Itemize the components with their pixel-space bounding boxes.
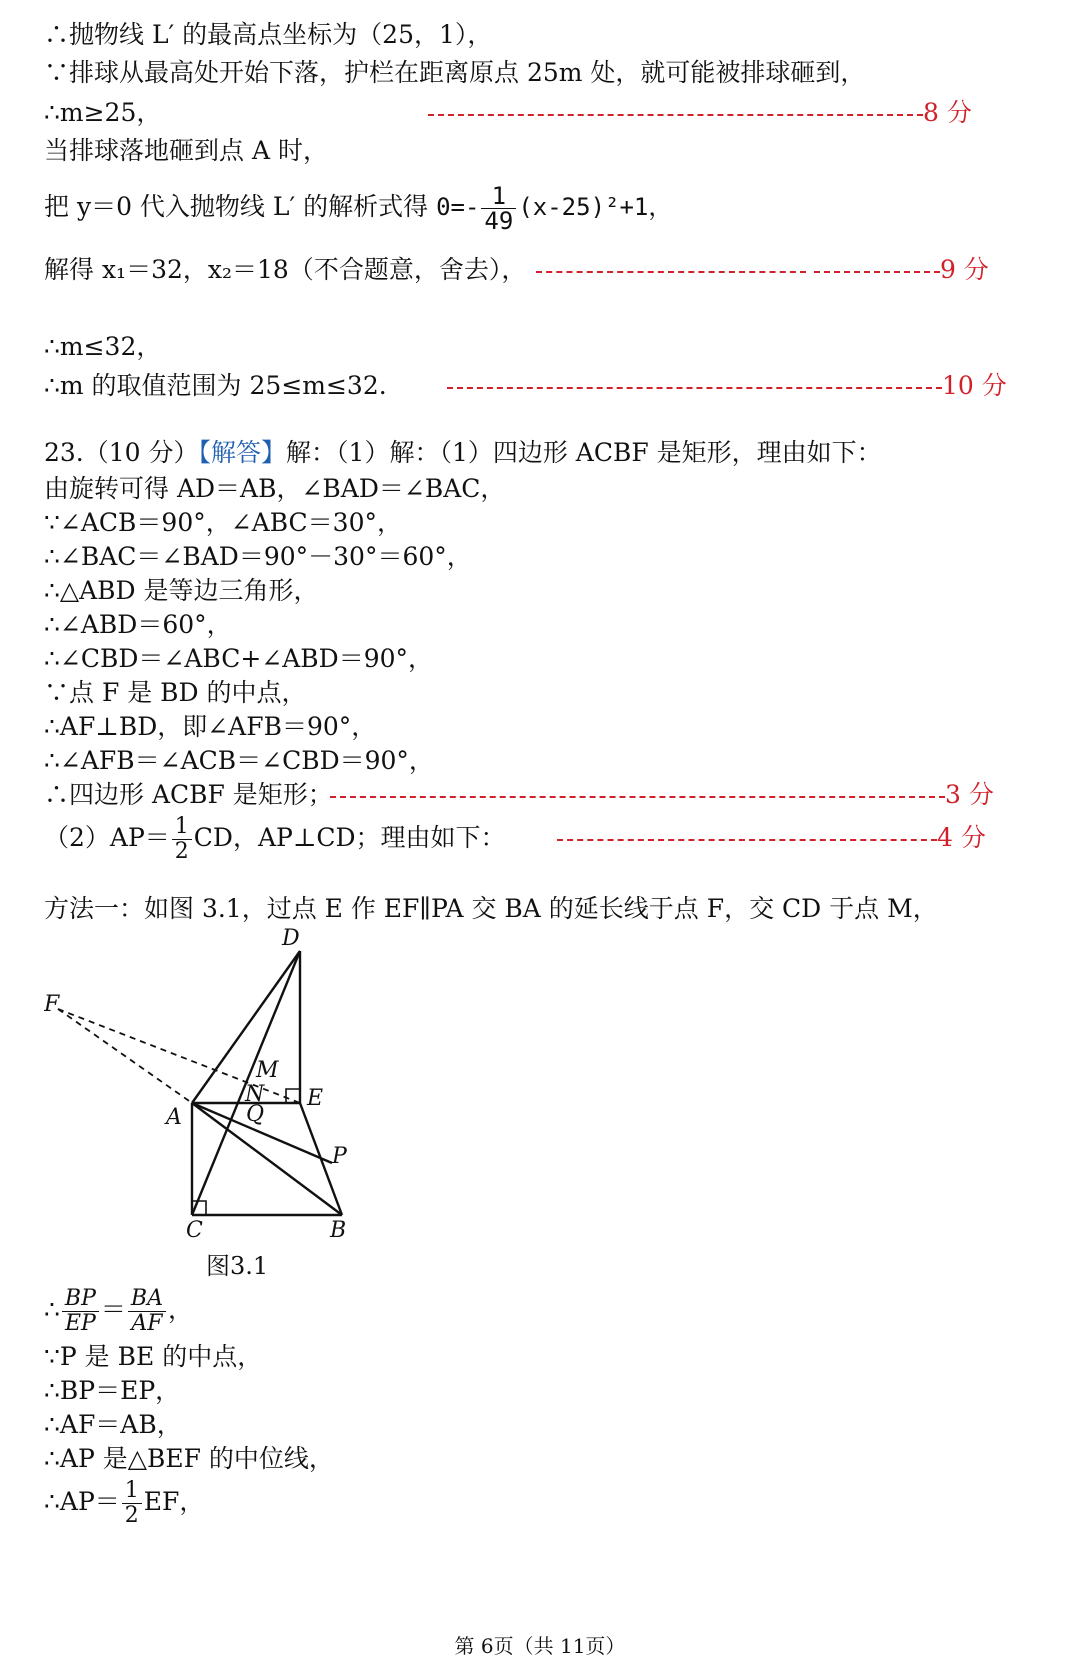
line-13: ∴△ABD 是等边三角形，	[44, 576, 319, 605]
line-27-suffix: EF，	[143, 1487, 205, 1516]
score-mark-3-label: 3 分	[945, 780, 994, 809]
line-17: ∴AF⊥BD，即∠AFB＝90°，	[44, 712, 377, 741]
line-20-prefix: （2）AP＝	[44, 823, 170, 852]
equals-sign: ＝	[100, 1295, 126, 1324]
right-angle-e	[286, 1089, 300, 1103]
line-9	[44, 436, 882, 470]
line-11: ∵∠ACB＝90°，∠ABC＝30°，	[44, 508, 402, 537]
fraction-denominator: 2	[124, 1503, 139, 1528]
line-14: ∴∠ABD＝60°，	[44, 610, 232, 639]
line-16: ∵点 F 是 BD 的中点，	[44, 678, 307, 707]
fraction-1-49	[481, 184, 516, 233]
dashed-leader	[557, 839, 937, 841]
line-5-prefix: 把 y＝0 代入抛物线 L′ 的解析式得	[44, 192, 429, 221]
dashed-leader	[330, 796, 945, 798]
score-mark-10-label: 10 分	[942, 371, 1007, 400]
label-c: C	[186, 1218, 203, 1243]
line-24: ∴BP＝EP，	[44, 1376, 181, 1405]
dashed-leader	[536, 271, 806, 273]
line-23: ∵P 是 BE 的中点，	[44, 1342, 263, 1371]
score-mark-8	[428, 96, 972, 130]
fraction-numerator: 1	[481, 184, 516, 209]
line-25: ∴AF＝AB，	[44, 1410, 182, 1439]
line-1: ∴抛物线 L′ 的最高点坐标为（25，1），	[44, 20, 493, 49]
dashed-leader	[428, 114, 923, 116]
label-p: P	[332, 1144, 347, 1169]
label-q: Q	[246, 1102, 265, 1127]
fraction-numerator: BA	[128, 1287, 166, 1312]
line-12: ∴∠BAC＝∠BAD＝90°－30°＝60°，	[44, 542, 472, 571]
line-9-rest: 解：（1）解：（1）四边形 ACBF 是矩形，理由如下：	[286, 438, 882, 467]
fraction-one-half	[122, 1479, 142, 1528]
line-4: 当排球落地砸到点 A 时，	[44, 136, 328, 165]
line-8: ∴m 的取值范围为 25≤m≤32.	[44, 371, 387, 400]
line-22-suffix: ，	[167, 1295, 193, 1324]
label-d: D	[282, 926, 300, 951]
fraction-numerator: 1	[172, 815, 192, 840]
line-6: 解得 x₁＝32，x₂＝18（不合题意，舍去），	[44, 255, 527, 284]
label-a: A	[166, 1105, 182, 1130]
line-20	[44, 812, 506, 864]
dashed-leader	[814, 271, 940, 273]
label-e: E	[307, 1086, 324, 1111]
line-27-prefix: ∴AP＝	[44, 1487, 120, 1516]
line-26: ∴AP 是△BEF 的中位线，	[44, 1444, 334, 1473]
label-f: F	[44, 992, 60, 1017]
equation-left: 0=-	[436, 193, 480, 221]
fraction-numerator: BP	[62, 1287, 99, 1312]
answer-tag: 【解答】	[198, 438, 287, 467]
score-mark-10	[447, 369, 1007, 403]
line-5	[44, 180, 672, 234]
fraction-one-half	[172, 815, 192, 864]
line-15: ∴∠CBD＝∠ABC+∠ABD＝90°，	[44, 644, 434, 673]
label-b: B	[330, 1218, 347, 1243]
figure-caption: 图3.1	[206, 1252, 269, 1280]
fraction-denominator: 49	[484, 207, 514, 235]
line-10: 由旋转可得 AD＝AB，∠BAD＝∠BAC，	[44, 474, 506, 503]
fraction-bp-ep	[62, 1287, 99, 1336]
score-mark-3	[330, 778, 994, 812]
score-mark-4-label: 4 分	[937, 823, 986, 852]
line-19: ∴四边形 ACBF 是矩形；	[44, 780, 333, 809]
page-footer: 第 6页（共 11页）	[454, 1634, 626, 1658]
line-18: ∴∠AFB＝∠ACB＝∠CBD＝90°，	[44, 746, 434, 775]
label-m: M	[256, 1058, 279, 1083]
geometry-figure	[44, 925, 374, 1285]
dashed-leader	[447, 387, 942, 389]
line-21: 方法一：如图 3.1，过点 E 作 EF∥PA 交 BA 的延长线于点 F，交 CD 于点 M，	[44, 894, 938, 923]
fraction-denominator: EP	[64, 1311, 96, 1336]
fraction-denominator: 2	[174, 839, 189, 864]
line-22	[44, 1280, 193, 1340]
fraction-ba-af	[128, 1287, 166, 1336]
score-mark-8-label: 8 分	[923, 98, 972, 127]
question-number: 23.（10 分）	[44, 438, 199, 467]
score-mark-4	[557, 821, 986, 855]
equation-right: (x-25)²+1，	[518, 193, 673, 221]
dashed-segment-fa	[58, 1009, 192, 1103]
score-mark-9-label: 9 分	[939, 255, 989, 284]
line-2: ∵排球从最高处开始下落，护栏在距离原点 25m 处，就可能被排球砸到，	[44, 58, 866, 87]
fraction-numerator: 1	[122, 1479, 142, 1504]
fraction-denominator: AF	[131, 1311, 163, 1336]
line-7: ∴m≤32，	[44, 332, 162, 361]
line-22-prefix: ∴	[44, 1295, 60, 1324]
line-3: ∴m≥25，	[44, 98, 162, 127]
line-20-suffix: CD，AP⊥CD；理由如下：	[193, 823, 506, 852]
score-mark-9	[536, 253, 989, 287]
label-n: N	[245, 1082, 265, 1107]
line-27	[44, 1476, 204, 1528]
